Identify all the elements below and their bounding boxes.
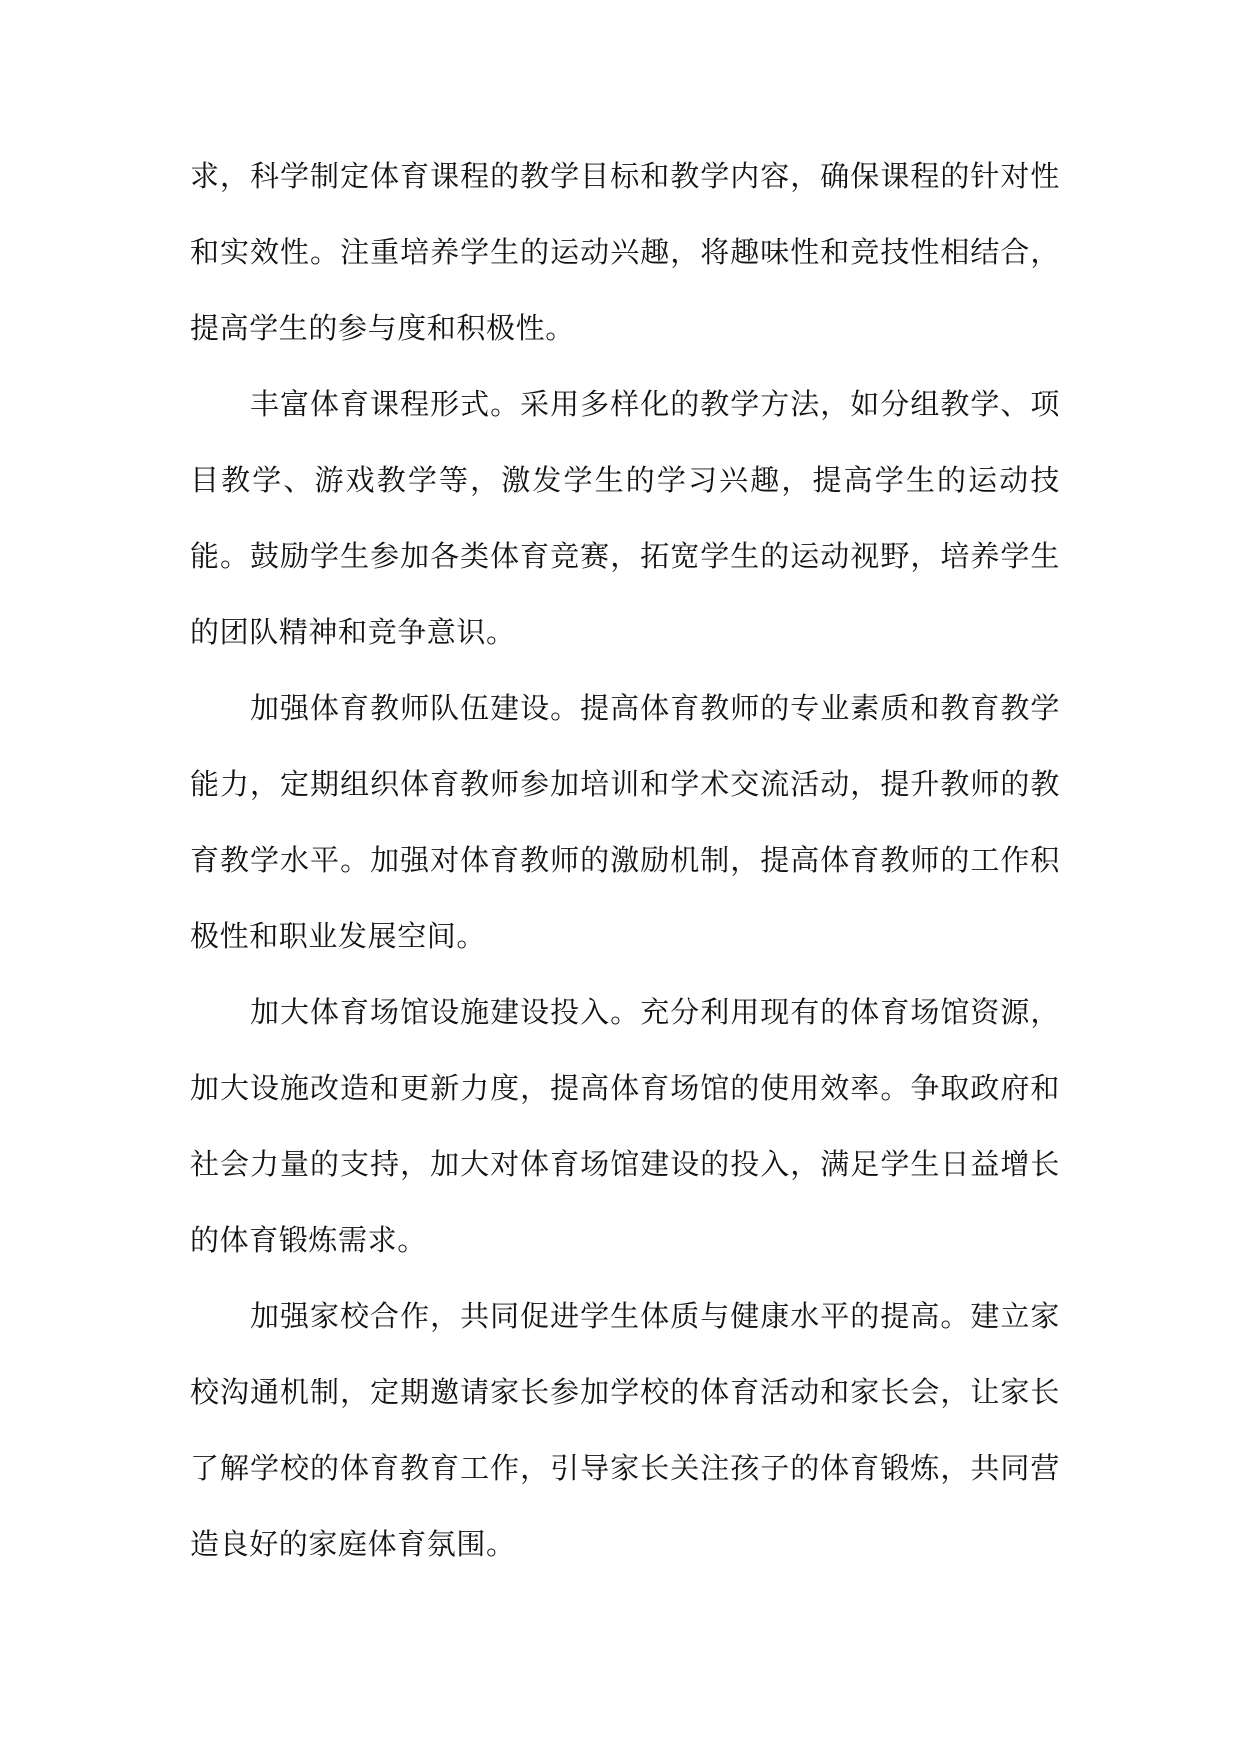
paragraph-teacher-team: 加强体育教师队伍建设。提高体育教师的专业素质和教育教学能力，定期组织体育教师参加培训和学术交流活动，提升教师的教育教学水平。加强对体育教师的激励机制，提高体育教师的工作积极性和职业发展空间。: [190, 691, 1060, 953]
paragraph-facilities: 加大体育场馆设施建设投入。充分利用现有的体育场馆资源，加大设施改造和更新力度，提高体育场馆的使用效率。争取政府和社会力量的支持，加大对体育场馆建设的投入，满足学生日益增长的体育锻炼需求。: [190, 995, 1060, 1257]
paragraph-home-school: 加强家校合作，共同促进学生体质与健康水平的提高。建立家校沟通机制，定期邀请家长参加学校的体育活动和家长会，让家长了解学校的体育教育工作，引导家长关注孩子的体育锻炼，共同营造良好的家庭体育氛围。: [190, 1299, 1060, 1561]
document-body: [190, 138, 1060, 1582]
paragraph-course-forms: 丰富体育课程形式。采用多样化的教学方法，如分组教学、项目教学、游戏教学等，激发学生的学习兴趣，提高学生的运动技能。鼓励学生参加各类体育竞赛，拓宽学生的运动视野，培养学生的团队精神和竞争意识。: [190, 387, 1060, 649]
paragraph-continued: 求，科学制定体育课程的教学目标和教学内容，确保课程的针对性和实效性。注重培养学生的运动兴趣，将趣味性和竞技性相结合，提高学生的参与度和积极性。: [190, 159, 1060, 345]
